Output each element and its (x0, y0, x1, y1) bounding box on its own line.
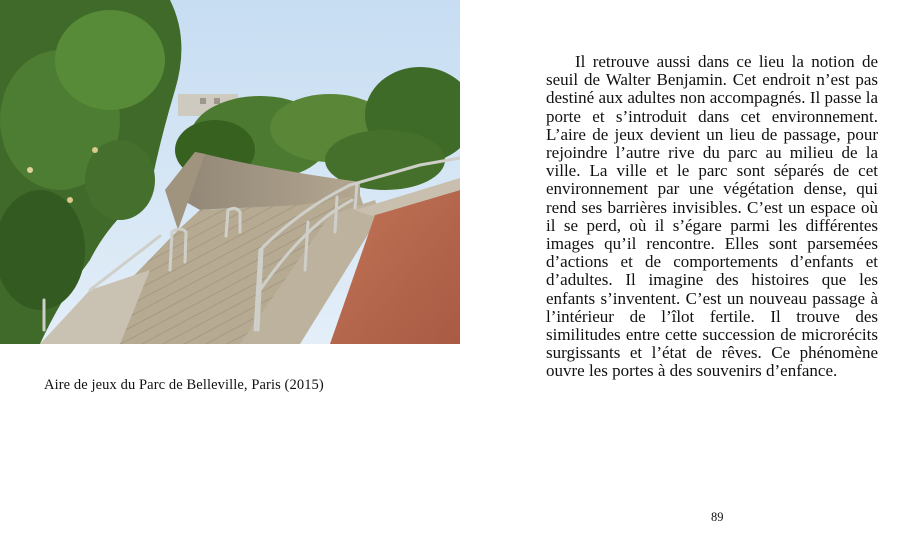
text-column (546, 53, 878, 381)
photo-caption: Aire de jeux du Parc de Belleville, Paris (2015) (44, 377, 324, 393)
body-paragraph: Il retrouve aussi dans ce lieu la notion de seuil de Walter Benjamin. Cet endroit n’est pas destiné aux adultes non accompagnés. Il passe la porte et s’introduit dans cet environnement. L’aire de jeux devient un lieu de passage, pour rejoindre l’autre rive du parc au milieu de la ville. La ville et le parc sont séparés de cet environnement par une végétation dense, qui rend ses barrières invisibles. C’est un espace où il se perd, où il s’égare parmi les différentes images qu’il rencontre. Elles sont parsemées d’actions et de comportements d’enfants et d’adultes. Il imagine des histoires que les enfants s’inventent. C’est un nouveau passage à l’intérieur de l’îlot fertile. Il trouve des similitudes entre cette succession de microrécits surgissants et l’état de rêves. Ce phénomène ouvre les portes à des souvenirs d’enfance. (546, 52, 878, 381)
photo-illustration (0, 0, 460, 344)
page-number: 89 (711, 510, 724, 524)
playground-photo (0, 0, 460, 344)
